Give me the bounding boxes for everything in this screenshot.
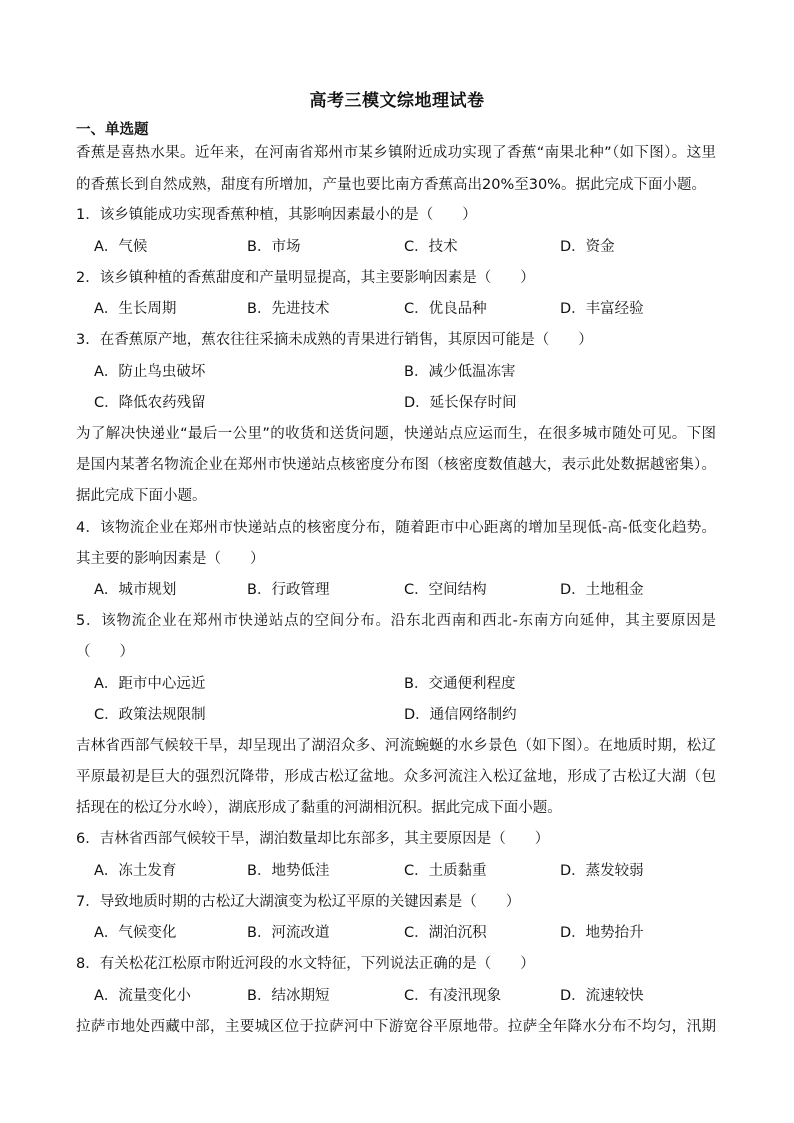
question-4-option-a[interactable]: A．城市规划: [94, 582, 177, 598]
question-6-option-c[interactable]: C．土质黏重: [404, 863, 487, 879]
question-6-option-b[interactable]: B．地势低洼: [247, 863, 330, 879]
passage-1-line-1: 香蕉是喜热水果。近年来，在河南省郑州市某乡镇附近成功实现了香蕉“南果北种”（如下图）。这里: [76, 145, 716, 161]
question-5-stem-line-2: （ ）: [76, 644, 134, 660]
question-5-option-b[interactable]: B．交通便利程度: [404, 676, 516, 692]
page-title: 高考三模文综地理试卷: [309, 91, 485, 111]
passage-3-line-2: 平原最初是巨大的强烈沉降带，形成古松辽盆地。众多河流注入松辽盆地，形成了古松辽大湖（包: [76, 769, 716, 785]
question-8-option-c[interactable]: C．有凌汛现象: [404, 988, 502, 1004]
question-5-option-c[interactable]: C．政策法规限制: [94, 707, 206, 723]
passage-2-line-3: 据此完成下面小题。: [76, 488, 207, 504]
question-5-option-a[interactable]: A．距市中心远近: [94, 676, 206, 692]
question-1-option-c[interactable]: C．技术: [404, 239, 458, 255]
question-7-stem: 7．导致地质时期的古松辽大湖演变为松辽平原的关键因素是（ ）: [76, 894, 521, 910]
question-8-option-b[interactable]: B．结冰期短: [247, 988, 330, 1004]
question-7-option-c[interactable]: C．湖泊沉积: [404, 925, 487, 941]
question-1-stem: 1．该乡镇能成功实现香蕉种植，其影响因素最小的是（ ）: [76, 207, 477, 223]
question-8-stem: 8．有关松花江松原市附近河段的水文特征，下列说法正确的是（ ）: [76, 956, 535, 972]
passage-3-line-3: 括现在的松辽分水岭），湖底形成了黏重的河湖相沉积。据此完成下面小题。: [76, 800, 562, 816]
question-2-option-c[interactable]: C．优良品种: [404, 301, 487, 317]
passage-4-line-1: 拉萨市地处西藏中部，主要城区位于拉萨河中下游宽谷平原地带。拉萨全年降水分布不均匀，汛期: [76, 1019, 716, 1035]
question-3-option-a[interactable]: A．防止鸟虫破坏: [94, 364, 206, 380]
question-4-option-b[interactable]: B．行政管理: [247, 582, 330, 598]
question-5-option-d[interactable]: D．通信网络制约: [404, 707, 517, 723]
question-3-option-d[interactable]: D．延长保存时间: [404, 395, 517, 411]
question-8-option-d[interactable]: D．流速较快: [560, 988, 644, 1004]
question-6-stem: 6．吉林省西部气候较干旱，湖泊数量却比东部多，其主要原因是（ ）: [76, 831, 550, 847]
question-3-option-b[interactable]: B．减少低温冻害: [404, 364, 516, 380]
section-heading: 一、单选题: [76, 122, 149, 138]
passage-1-line-2: 的香蕉长到自然成熟，甜度有所增加，产量也要比南方香蕉高出20%至30%。据此完成下面小题。: [76, 177, 706, 193]
question-1-option-b[interactable]: B．市场: [247, 239, 301, 255]
question-7-option-d[interactable]: D．地势抬升: [560, 925, 644, 941]
question-1-option-d[interactable]: D．资金: [560, 239, 615, 255]
passage-2-line-2: 是国内某著名物流企业在郑州市快递站点核密度分布图（核密度数值越大，表示此处数据越密集）。: [76, 457, 716, 473]
question-2-stem: 2．该乡镇种植的香蕉甜度和产量明显提高，其主要影响因素是（ ）: [76, 270, 535, 286]
question-4-stem-line-2: 其主要的影响因素是（ ）: [76, 551, 265, 567]
question-7-option-b[interactable]: B．河流改道: [247, 925, 330, 941]
question-3-option-c[interactable]: C．降低农药残留: [94, 395, 206, 411]
question-2-option-a[interactable]: A．生长周期: [94, 301, 177, 317]
question-4-option-c[interactable]: C．空间结构: [404, 582, 487, 598]
question-5-stem-line-1: 5．该物流企业在郑州市快递站点的空间分布。沿东北西南和西北-东南方向延伸，其主要原因是: [76, 613, 716, 629]
question-1-option-a[interactable]: A．气候: [94, 239, 148, 255]
question-6-option-a[interactable]: A．冻土发育: [94, 863, 177, 879]
passage-3-line-1: 吉林省西部气候较干旱，却呈现出了湖沼众多、河流蜿蜒的水乡景色（如下图）。在地质时期，松辽: [76, 738, 716, 754]
passage-2-line-1: 为了解决快递业“最后一公里”的收货和送货问题，快递站点应运而生，在很多城市随处可见。下图: [76, 426, 716, 442]
question-7-option-a[interactable]: A．气候变化: [94, 925, 177, 941]
question-4-stem-line-1: 4．该物流企业在郑州市快递站点的核密度分布，随着距市中心距离的增加呈现低-高-低变化趋势。: [76, 520, 716, 536]
question-2-option-d[interactable]: D．丰富经验: [560, 301, 644, 317]
question-4-option-d[interactable]: D．土地租金: [560, 582, 644, 598]
question-8-option-a[interactable]: A．流量变化小: [94, 988, 191, 1004]
question-2-option-b[interactable]: B．先进技术: [247, 301, 330, 317]
question-3-stem: 3．在香蕉原产地，蕉农往往采摘未成熟的青果进行销售，其原因可能是（ ）: [76, 332, 593, 348]
question-6-option-d[interactable]: D．蒸发较弱: [560, 863, 644, 879]
